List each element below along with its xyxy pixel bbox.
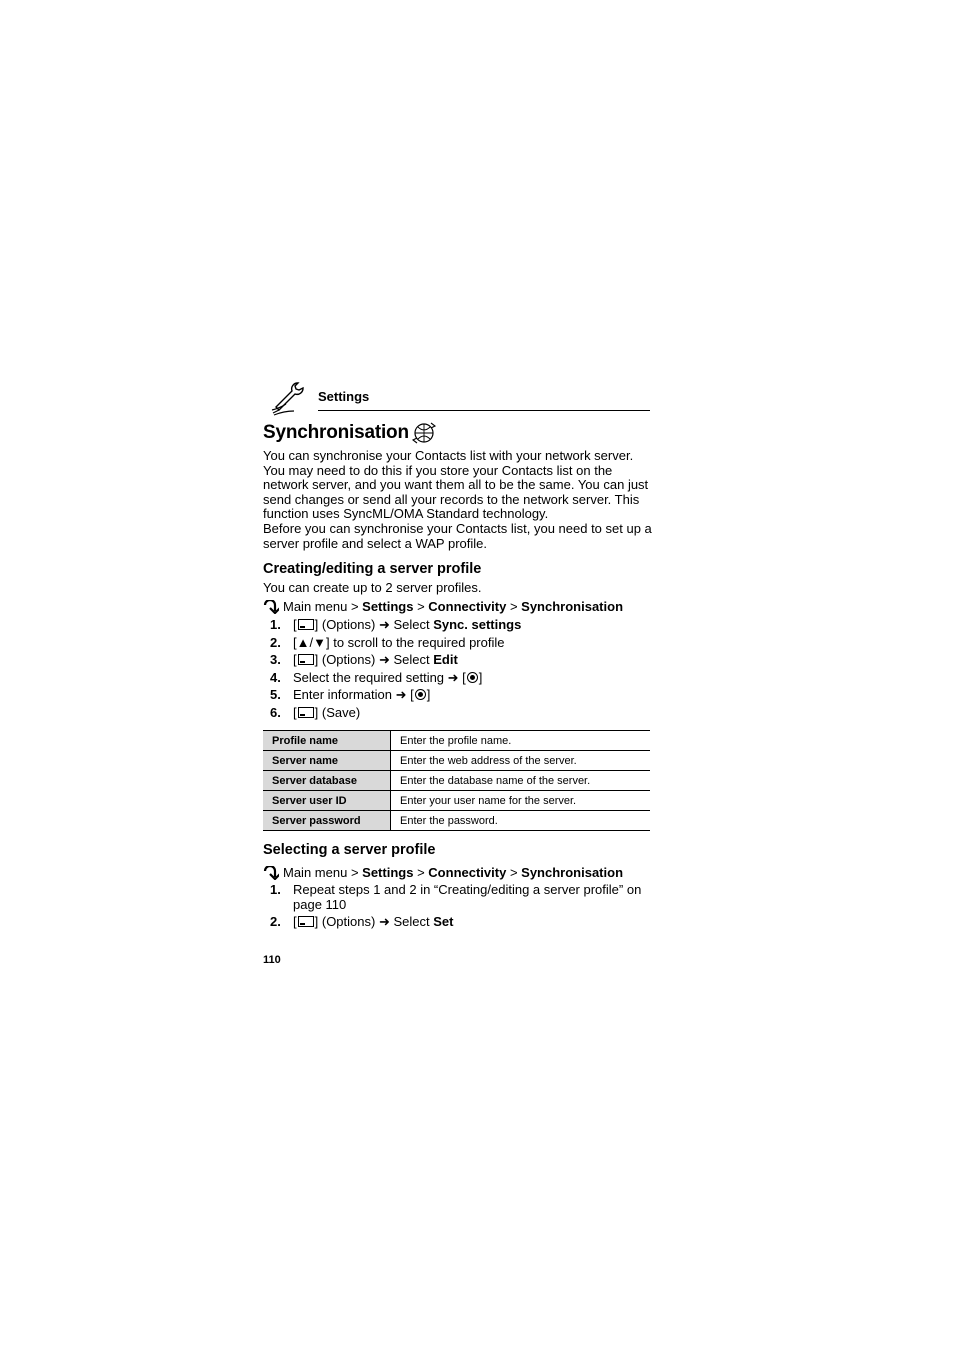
table-desc: Enter the profile name. <box>391 731 651 751</box>
menu-arrow-icon <box>263 600 279 614</box>
left-softkey-icon <box>298 654 314 665</box>
step-2: 2. [ ] (Options) ➜ Select Set <box>270 914 454 929</box>
table-row <box>263 751 650 771</box>
table-row <box>263 771 650 791</box>
table-row <box>263 791 650 811</box>
up-down-arrow-icon: ▲/▼ <box>296 635 326 650</box>
section-heading-creating: Creating/editing a server profile <box>263 561 482 577</box>
menu-path: Main menu > Settings > Connectivity > Synchronisation <box>263 865 623 880</box>
page-title-text: Synchronisation <box>263 422 409 443</box>
sync-network-icon <box>411 421 437 445</box>
table-desc: Enter the database name of the server. <box>391 771 651 791</box>
table-field: Profile name <box>263 731 391 751</box>
table-row <box>263 811 650 831</box>
step-6: 6. [ ] (Save) <box>270 705 361 720</box>
left-softkey-icon <box>298 619 314 630</box>
section-note: You can create up to 2 server profiles. <box>263 580 482 595</box>
menu-path: Main menu > Settings > Connectivity > Synchronisation <box>263 599 623 614</box>
table-field: Server password <box>263 811 391 831</box>
table-desc: Enter your user name for the server. <box>391 791 651 811</box>
step-2: 2. [▲/▼] to scroll to the required profile <box>270 635 505 650</box>
settings-table <box>263 730 650 831</box>
left-softkey-icon <box>298 916 314 927</box>
table-desc: Enter the web address of the server. <box>391 751 651 771</box>
table-desc: Enter the password. <box>391 811 651 831</box>
menu-arrow-icon <box>263 866 279 880</box>
table-field: Server name <box>263 751 391 771</box>
joystick-center-icon <box>415 689 426 700</box>
table-field: Server database <box>263 771 391 791</box>
left-softkey-icon <box>298 707 314 718</box>
page-title <box>263 421 437 445</box>
intro-paragraph-2: Before you can synchronise your Contacts list, you need to set up a server profile and select a WAP profile. <box>263 521 652 551</box>
header-rule <box>318 410 650 411</box>
table-field: Server user ID <box>263 791 391 811</box>
table-row <box>263 731 650 751</box>
wrench-icon <box>270 380 304 416</box>
step-1: 1. [ ] (Options) ➜ Select Sync. settings <box>270 617 522 632</box>
section-heading-selecting: Selecting a server profile <box>263 842 436 858</box>
page-number: 110 <box>263 954 281 966</box>
step-3: 3. [ ] (Options) ➜ Select Edit <box>270 652 458 667</box>
step-4: 4. Select the required setting ➜ [ ] <box>270 670 483 685</box>
step-1: 1. Repeat steps 1 and 2 in “Creating/editing a server profile” on page 110 <box>270 882 642 912</box>
step-5: 5. Enter information ➜ [ ] <box>270 687 431 702</box>
intro-paragraph-1: You can synchronise your Contacts list with your network server. You may need to do this if you store your Contacts list on the network server, and you want them all to be the same. You can just send changes or send all your records to the network server. This function uses SyncML/OMA Standard technology. <box>263 448 649 521</box>
joystick-center-icon <box>467 672 478 683</box>
header-section-title: Settings <box>318 389 370 404</box>
